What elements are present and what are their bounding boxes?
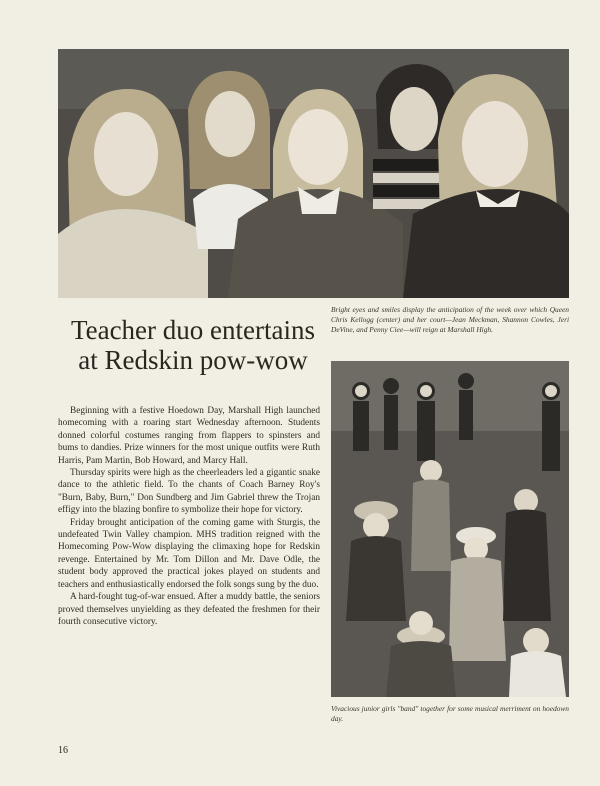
hoedown-crowd-illustration <box>331 361 569 697</box>
body-paragraph: Beginning with a festive Hoedown Day, Marshall High launched homecoming with a roaring start Wednesday afternoon. Students donned colorful costumes ranging from flappers to spinsters and bums to dandies. Prize winners for the most unique outfits were Ruth Harris, Pam Martin, Bob Howard, and Marcy Hall. <box>58 406 320 466</box>
body-paragraph: A hard-fought tug-of-war ensued. After a muddy battle, the seniors proved themselves unyielding as they defeated the freshmen for their fourth consecutive victory. <box>58 592 320 627</box>
headline-line-2: at Redskin pow-wow <box>78 345 308 375</box>
hoedown-band-photo <box>331 361 569 697</box>
homecoming-court-illustration <box>58 49 569 298</box>
top-photo-caption: Bright eyes and smiles display the anticipation of the week over which Queen Chris Kellogg (center) and her court—Jean Meckman, Shannon Cowles, Jeri DeVine, and Penny Ciee—will reign at Marshall High. <box>331 305 569 335</box>
article-body <box>58 405 320 628</box>
body-paragraph: Friday brought anticipation of the coming game with Sturgis, the undefeated Twin Valley champion. MHS tradition reigned with the Homecoming Pow-Wow displaying the climaxing hope for Redskin revenge. Entertained by Mr. Tom Dillon and Mr. Dave Odle, the student body approved the practical jokes played on students and teachers and enthusiastically endorsed the folk songs sung by the duo. <box>58 517 320 590</box>
bottom-photo-caption: Vivacious junior girls "band" together for some musical merriment on hoedown day. <box>331 704 569 724</box>
headline-line-1: Teacher duo entertains <box>71 315 315 345</box>
page-number: 16 <box>58 745 68 756</box>
article-headline <box>62 315 324 375</box>
homecoming-court-photo <box>58 49 569 298</box>
body-paragraph: Thursday spirits were high as the cheerleaders led a gigantic snake dance to the athletic field. To the chants of Coach Barney Roy's "Burn, Baby, Burn," Don Sundberg and Jim Gabriel threw the Trojan effigy into the blazing bonfire to symbolize their hope for victory. <box>58 468 320 516</box>
